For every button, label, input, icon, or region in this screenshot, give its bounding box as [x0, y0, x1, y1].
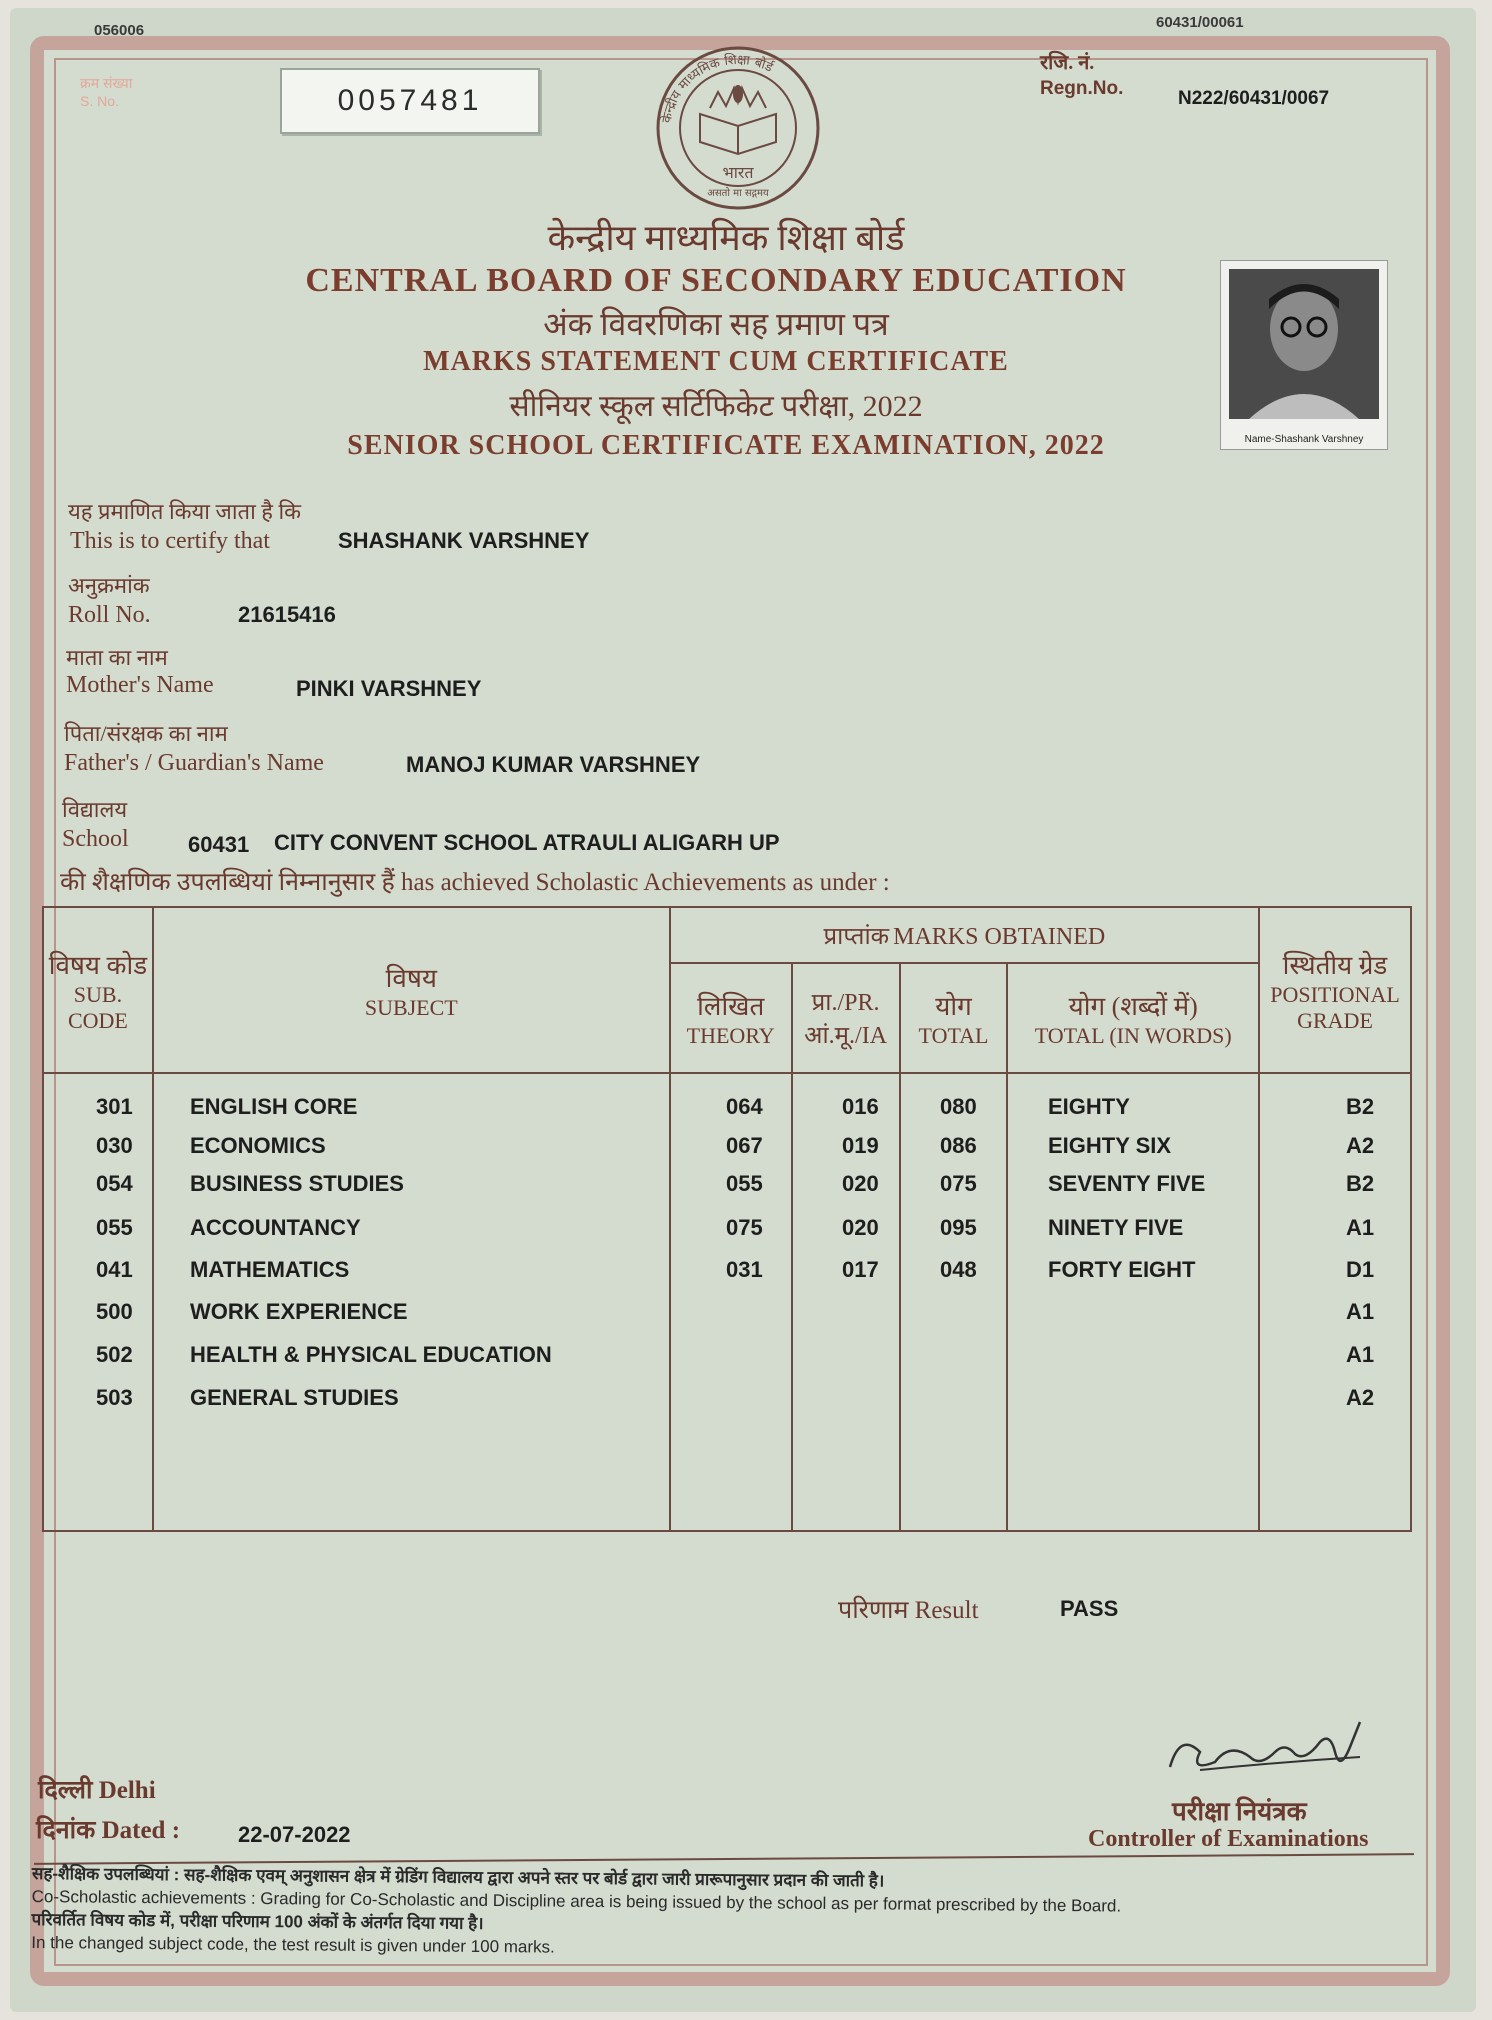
- row-code: 502: [96, 1342, 133, 1367]
- row-total-words: NINETY FIVE: [1048, 1215, 1184, 1240]
- place: [38, 1772, 156, 1806]
- row-code: 055: [96, 1215, 133, 1240]
- header-total: [900, 963, 1008, 1073]
- row-code: 503: [96, 1385, 133, 1410]
- header-code-hi: विषय कोड: [48, 951, 148, 980]
- school-label-en: School: [62, 826, 129, 852]
- note1-en: Co-Scholastic achievements : Grading for Co-Scholastic and Discipline area is being issued by the school as per format prescribed by the Board.: [31, 1886, 1122, 1916]
- header-marks-hi: प्राप्तांक: [823, 923, 890, 950]
- emblem-text-bottom: भारत: [722, 163, 754, 182]
- row-subject: ECONOMICS: [190, 1133, 326, 1158]
- note2-hi: परिवर्तित विषय कोड में, परीक्षा परिणाम 100 अंकों के अंतर्गत दिया गया है।: [31, 1909, 484, 1933]
- certify-label-hi: यह प्रमाणित किया जाता है कि: [68, 499, 302, 524]
- row-practical: 019: [842, 1133, 879, 1158]
- row-grade: A1: [1346, 1299, 1375, 1324]
- row-theory: 067: [726, 1133, 763, 1158]
- row-practical: 020: [842, 1215, 879, 1240]
- emblem-icon: [640, 42, 836, 210]
- row-subject: BUSINESS STUDIES: [190, 1171, 404, 1196]
- emblem-text-top: केन्द्रीय माध्यमिक शिक्षा बोर्ड: [659, 52, 775, 125]
- header-subject-hi: विषय: [385, 964, 437, 993]
- roll-label-en: Roll No.: [68, 602, 151, 628]
- table-row: [0, 1094, 1492, 1126]
- row-grade: D1: [1346, 1257, 1375, 1282]
- header-grade: [1259, 907, 1411, 1073]
- header-grade-en1: POSITIONAL: [1270, 982, 1400, 1007]
- row-total: 086: [940, 1133, 977, 1158]
- row-grade: A2: [1346, 1385, 1375, 1410]
- header-code-en2: CODE: [67, 1008, 128, 1033]
- row-grade: A2: [1346, 1133, 1375, 1158]
- row-subject: HEALTH & PHYSICAL EDUCATION: [190, 1342, 552, 1367]
- mother-name: PINKI VARSHNEY: [296, 676, 482, 701]
- regn-label-hi: रजि. नं.: [1040, 52, 1095, 74]
- regn-number: N222/60431/0067: [1178, 88, 1330, 109]
- controller-hi: परीक्षा नियंत्रक: [1172, 1797, 1307, 1826]
- row-code: 054: [96, 1171, 133, 1196]
- row-code: 500: [96, 1299, 133, 1324]
- footer-notes: [31, 1862, 1452, 1966]
- row-code: 030: [96, 1133, 133, 1158]
- faded-label-hi: क्रम संख्या: [80, 75, 133, 91]
- row-code: 301: [96, 1094, 133, 1119]
- result-label: [838, 1592, 979, 1626]
- table-row: [0, 1299, 1492, 1331]
- row-total: 048: [940, 1257, 977, 1282]
- row-total-words: SEVENTY FIVE: [1048, 1171, 1206, 1196]
- row-grade: A1: [1346, 1215, 1375, 1240]
- row-grade: B2: [1346, 1171, 1375, 1196]
- certify-label-en: This is to certify that: [70, 528, 270, 554]
- controller-signature: [1160, 1712, 1370, 1792]
- result-label-en: Result: [914, 1597, 979, 1624]
- header-theory: [670, 963, 792, 1073]
- doc-title-hi: अंक विवरणिका सह प्रमाण पत्र: [543, 306, 889, 342]
- header-grade-hi: स्थितीय ग्रेड: [1282, 951, 1388, 980]
- row-practical: 020: [842, 1171, 879, 1196]
- header-pr-hi: प्रा./PR.: [811, 990, 880, 1016]
- table-row: [0, 1257, 1492, 1289]
- header-subject: [153, 907, 670, 1073]
- roll-label-hi: अनुक्रमांक: [68, 573, 150, 598]
- header-total-en: TOTAL: [918, 1023, 989, 1048]
- emblem-motto: असतो मा सद्गमय: [707, 188, 769, 199]
- header-grade-en2: GRADE: [1297, 1008, 1373, 1033]
- board-title-hi: केन्द्रीय माध्यमिक शिक्षा बोर्ड: [547, 218, 905, 258]
- dated-label: [36, 1812, 180, 1846]
- note1-hi: सह-शैक्षिक उपलब्धियां : सह-शैक्षिक एवम् अनुशासन क्षेत्र में ग्रेडिंग विद्यालय द्वारा अपने स्तर पर बोर्ड द्वारा जारी प्रारूपानुसार प्रदान की जाती है।: [31, 1863, 885, 1891]
- row-theory: 055: [726, 1171, 763, 1196]
- father-label-hi: पिता/संरक्षक का नाम: [64, 721, 228, 746]
- place-en: Delhi: [98, 1777, 156, 1804]
- board-title-en: CENTRAL BOARD OF SECONDARY EDUCATION: [305, 262, 1127, 299]
- student-name: SHASHANK VARSHNEY: [338, 528, 590, 553]
- exam-title-hi: सीनियर स्कूल सर्टिफिकेट परीक्षा, 2022: [509, 390, 923, 423]
- top-left-code: 056006: [94, 22, 145, 39]
- row-code: 041: [96, 1257, 133, 1282]
- mother-label-en: Mother's Name: [66, 672, 214, 698]
- school-label-hi: विद्यालय: [62, 797, 128, 822]
- row-total-words: FORTY EIGHT: [1048, 1257, 1196, 1282]
- table-row: [0, 1342, 1492, 1374]
- faded-serial-label: [80, 74, 132, 110]
- row-total: 095: [940, 1215, 977, 1240]
- row-theory: 064: [726, 1094, 763, 1119]
- row-subject: GENERAL STUDIES: [190, 1385, 399, 1410]
- header-sub-code: [43, 907, 153, 1073]
- photo-caption: Name-Shashank Varshney: [1244, 434, 1364, 445]
- result-label-hi: परिणाम: [838, 1597, 909, 1624]
- header-marks-en: MARKS OBTAINED: [893, 923, 1106, 950]
- certificate-number: 0057481: [280, 68, 540, 134]
- table-row: [0, 1385, 1492, 1417]
- header-words-en: TOTAL (IN WORDS): [1034, 1023, 1232, 1048]
- table-row: [0, 1133, 1492, 1165]
- regn-label-en: Regn.No.: [1040, 78, 1124, 99]
- top-right-code: 60431/00061: [1156, 14, 1244, 31]
- dated-hi: दिनांक: [36, 1817, 96, 1844]
- row-practical: 016: [842, 1094, 879, 1119]
- table-row: [0, 1171, 1492, 1203]
- photo-image: [1229, 269, 1379, 419]
- row-grade: B2: [1346, 1094, 1375, 1119]
- controller-en: Controller of Examinations: [1088, 1826, 1369, 1852]
- mother-label-hi: माता का नाम: [66, 645, 168, 670]
- table-row: [0, 1215, 1492, 1247]
- exam-title-en: SENIOR SCHOOL CERTIFICATE EXAMINATION, 2022: [347, 430, 1105, 461]
- row-subject: WORK EXPERIENCE: [190, 1299, 408, 1324]
- roll-number: 21615416: [238, 602, 336, 627]
- school-name: CITY CONVENT SCHOOL ATRAULI ALIGARH UP: [274, 830, 780, 855]
- dated-en: Dated :: [101, 1817, 181, 1844]
- note2-en: In the changed subject code, the test result is given under 100 marks.: [31, 1932, 555, 1957]
- achievement-hi: की शैक्षणिक उपलब्धियां निम्नानुसार हैं: [60, 869, 395, 896]
- row-practical: 017: [842, 1257, 879, 1282]
- header-theory-en: THEORY: [686, 1023, 775, 1048]
- row-subject: MATHEMATICS: [190, 1257, 350, 1282]
- father-label-en: Father's / Guardian's Name: [64, 750, 324, 776]
- header-words-hi: योग (शब्दों में): [1068, 992, 1198, 1021]
- place-hi: दिल्ली: [38, 1777, 93, 1804]
- row-grade: A1: [1346, 1342, 1375, 1367]
- row-total-words: EIGHTY: [1048, 1094, 1130, 1119]
- svg-text:केन्द्रीय माध्यमिक शिक्षा बोर्: [659, 52, 777, 125]
- achievement-en: has achieved Scholastic Achievements as under :: [401, 869, 890, 896]
- achievement-line: [60, 864, 890, 898]
- doc-title-en: MARKS STATEMENT CUM CERTIFICATE: [423, 346, 1009, 377]
- row-total: 075: [940, 1171, 977, 1196]
- row-theory: 031: [726, 1257, 763, 1282]
- header-marks-obtained: [670, 907, 1259, 963]
- header-total-words: [1007, 963, 1259, 1073]
- result-value: PASS: [1060, 1596, 1119, 1621]
- faded-label-en: S. No.: [80, 93, 119, 109]
- cbse-emblem: [640, 42, 836, 210]
- header-code-en1: SUB.: [73, 982, 123, 1007]
- header-total-hi: योग: [935, 992, 972, 1021]
- header-pr-en: आं.मू./IA: [804, 1023, 888, 1049]
- issue-date: 22-07-2022: [238, 1822, 351, 1847]
- row-subject: ENGLISH CORE: [190, 1094, 358, 1119]
- student-photo: [1220, 260, 1388, 450]
- signature-icon: [1160, 1712, 1370, 1792]
- header-subject-en: SUBJECT: [364, 995, 458, 1020]
- father-name: MANOJ KUMAR VARSHNEY: [406, 752, 701, 777]
- header-theory-hi: लिखित: [697, 992, 765, 1021]
- row-total-words: EIGHTY SIX: [1048, 1133, 1172, 1158]
- row-subject: ACCOUNTANCY: [190, 1215, 361, 1240]
- portrait-icon: [1229, 269, 1379, 419]
- header-practical: [792, 963, 900, 1073]
- school-code: 60431: [188, 832, 250, 857]
- row-theory: 075: [726, 1215, 763, 1240]
- row-total: 080: [940, 1094, 977, 1119]
